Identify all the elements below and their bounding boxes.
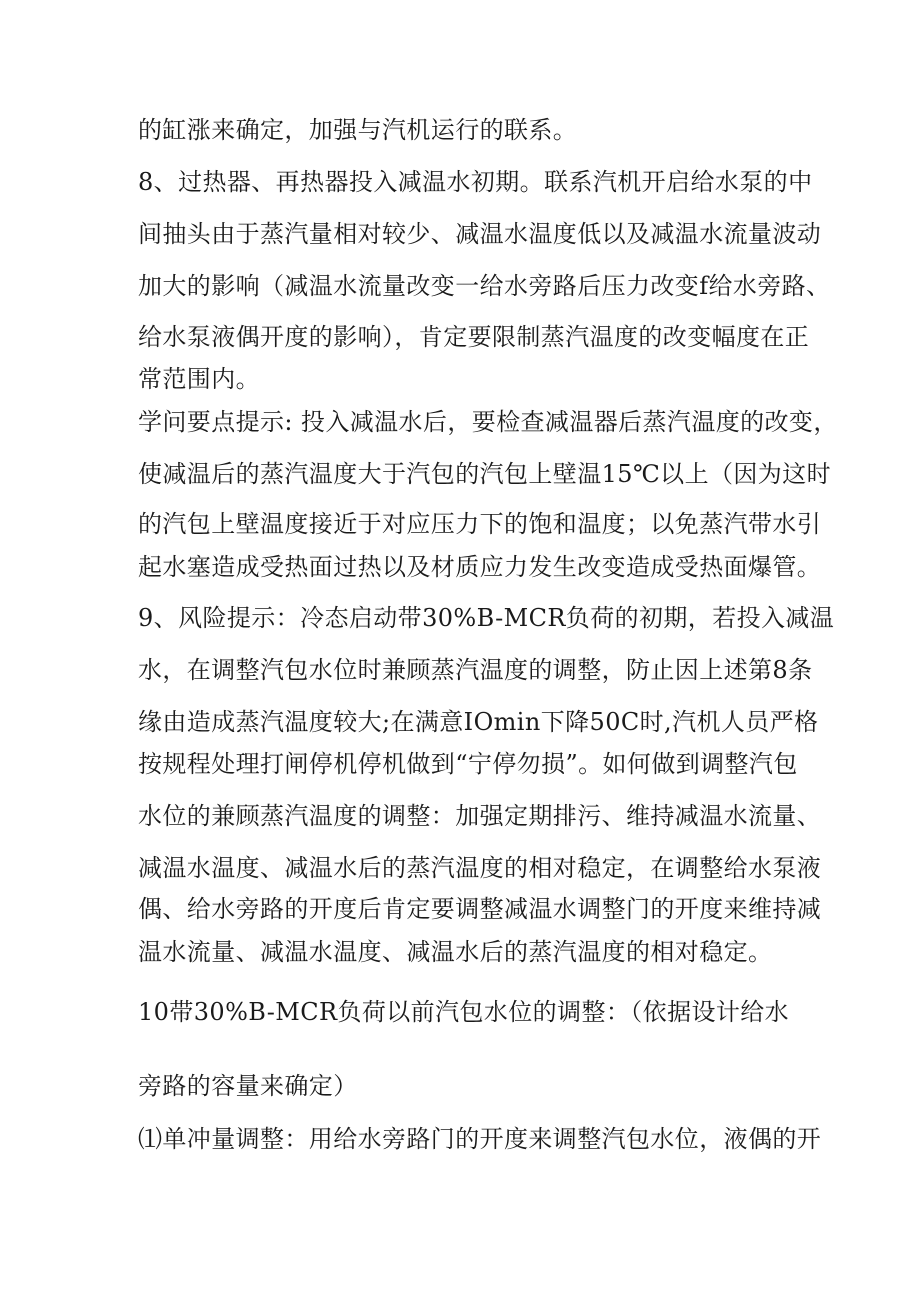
text-line: 旁路的容量来确定） (138, 1072, 358, 1100)
text-line: ⑴单冲量调整：用给水旁路门的开度来调整汽包水位，液偶的开 (138, 1125, 822, 1153)
text-line: 的汽包上壁温度接近于对应压力下的饱和温度；以免蒸汽带水引 (138, 510, 822, 538)
text-line: 减温水温度、减温水后的蒸汽温度的相对稳定，在调整给水泵液 (138, 854, 822, 882)
text-line: 水位的兼顾蒸汽温度的调整：加强定期排污、维持减温水流量、 (138, 802, 822, 830)
text-line: 10带30%B-MCR负荷以前汽包水位的调整：（依据设计给水 (138, 998, 790, 1026)
text-line: 常范围内。 (138, 365, 260, 393)
text-line: 缘由造成蒸汽温度较大;在满意IOmin下降50C时,汽机人员严格 (138, 708, 819, 736)
text-line: 给水泵液偶开度的影响），肯定要限制蒸汽温度的改变幅度在正 (138, 323, 810, 351)
text-line: 间抽头由于蒸汽量相对较少、减温水温度低以及减温水流量波动 (138, 220, 822, 248)
text-line: 9、风险提示：冷态启动带30%B-MCR负荷的初期，若投入减温 (138, 604, 835, 632)
text-line: 加大的影响（减温水流量改变一给水旁路后压力改变f给水旁路、 (138, 272, 831, 300)
text-line: 按规程处理打闸停机停机做到“宁停勿损”。如何做到调整汽包 (138, 750, 798, 778)
text-line: 水，在调整汽包水位时兼顾蒸汽温度的调整，防止因上述第8条 (138, 656, 813, 684)
text-line: 温水流量、减温水温度、减温水后的蒸汽温度的相对稳定。 (138, 938, 773, 966)
text-line: 学问要点提示: 投入减温水后，要检查减温器后蒸汽温度的改变， (138, 408, 838, 436)
text-line: 使减温后的蒸汽温度大于汽包的汽包上壁温15℃以上（因为这时 (138, 460, 831, 488)
text-line: 8、过热器、再热器投入减温水初期。联系汽机开启给水泵的中 (138, 168, 813, 196)
text-line: 偶、给水旁路的开度后肯定要调整减温水调整门的开度来维持减 (138, 895, 822, 923)
text-line: 起水塞造成受热面过热以及材质应力发生改变造成受热面爆管。 (138, 553, 822, 581)
text-line: 的缸涨来确定，加强与汽机运行的联系。 (138, 116, 578, 144)
